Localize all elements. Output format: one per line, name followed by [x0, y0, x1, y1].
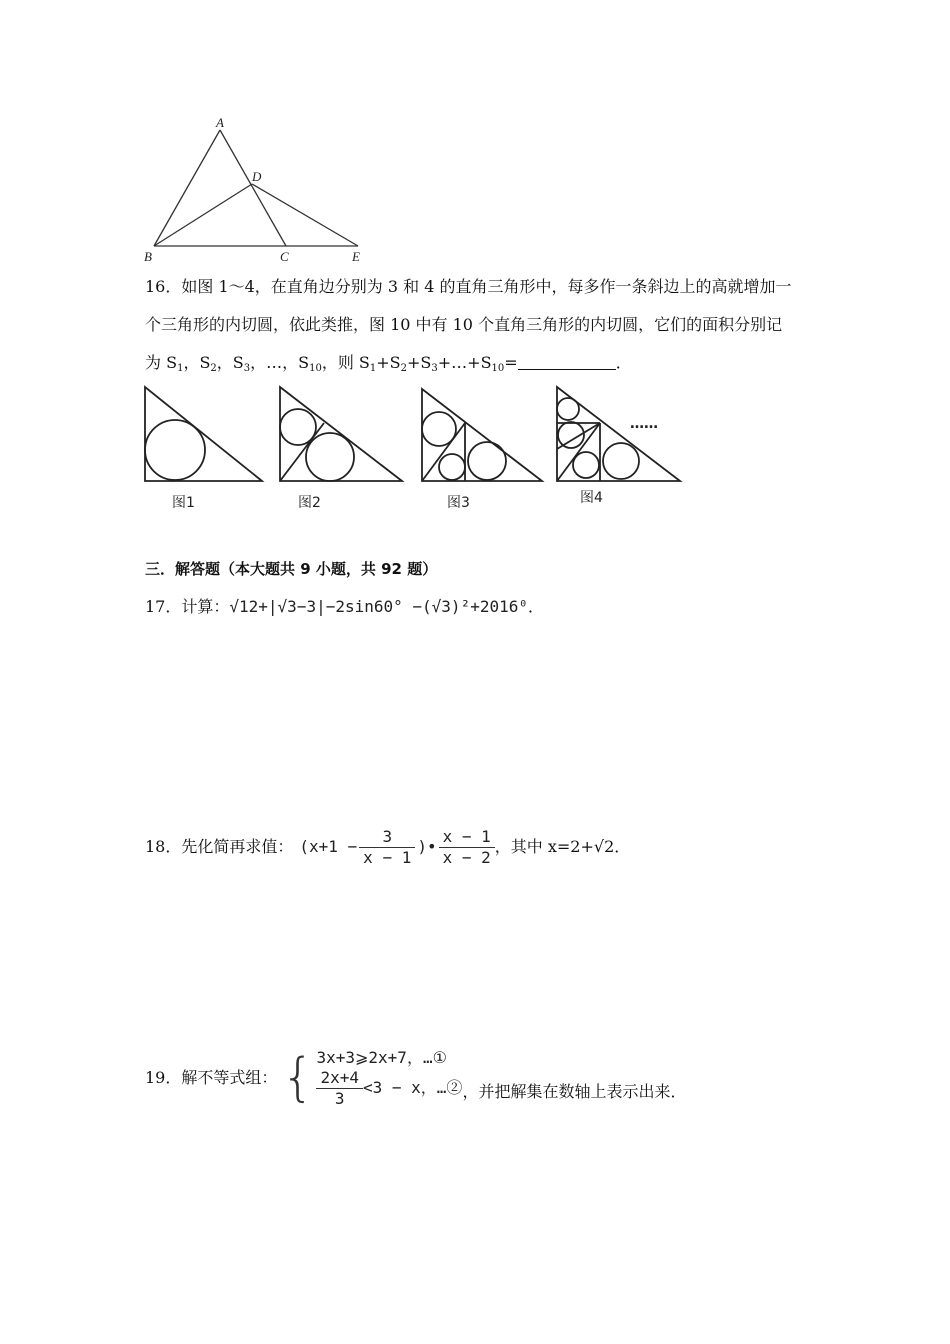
- q19-line: [145, 1040, 686, 1116]
- q19-frac-den: 3: [334, 1088, 345, 1108]
- segment-ac: [220, 130, 286, 246]
- q19-frac-num: 2x+4: [316, 1068, 363, 1089]
- q16-text: ，S: [183, 353, 211, 372]
- q19-inequalities: [316, 1048, 462, 1109]
- figure-1-label: 图1: [172, 495, 195, 511]
- segment-bd: [154, 184, 252, 246]
- section-heading: 三．解答题（本大题共 9 小题，共 92 题）: [145, 560, 438, 578]
- q16-text: ，…，S: [250, 353, 310, 372]
- q17-expression: √12+|√3−3|−2sin60° −(√3)²+2016⁰: [229, 597, 528, 616]
- q16-text: +…+S: [437, 353, 492, 372]
- q18-open: (x+1 −: [299, 837, 358, 856]
- q17-end: ．: [528, 597, 545, 616]
- brace-icon: {: [281, 1048, 315, 1108]
- q16-text: =: [504, 353, 518, 372]
- q16-text: ，则 S: [321, 353, 370, 372]
- label-a: A: [216, 115, 224, 130]
- sub-3: 3: [243, 363, 251, 374]
- q19-prefix: 19．解不等式组：: [145, 1068, 278, 1087]
- q19-system: [281, 1048, 462, 1109]
- sub-1: 1: [369, 363, 377, 374]
- q16-line-3: [145, 353, 632, 379]
- figure-2: [280, 387, 402, 481]
- q18-frac2-den: x − 2: [442, 847, 491, 867]
- incircle-figures: [140, 385, 690, 510]
- q18-fraction-2: [439, 827, 495, 868]
- answer-blank: [518, 355, 616, 370]
- q18-suffix: ，其中 x=2+√2．: [494, 837, 631, 856]
- sub-10: 10: [491, 363, 505, 374]
- q16-line-2: 个三角形的内切圆，依此类推，图 10 中有 10 个直角三角形的内切圆，它们的面积分别记: [145, 315, 783, 334]
- q18-line: [145, 822, 630, 872]
- sub-1: 1: [177, 363, 184, 374]
- sub-2: 2: [210, 363, 217, 374]
- q16-line-1: 16．如图 1～4，在直角边分别为 3 和 4 的直角三角形中，每多作一条斜边上的高就增加一: [145, 277, 792, 296]
- q16-text: +S: [407, 353, 432, 372]
- q16-text: ．: [615, 353, 632, 372]
- triangle-figure: [140, 112, 380, 267]
- q18-frac2-num: x − 1: [439, 827, 495, 848]
- q19-ineq-1: 3x+3⩾2x+7，…①: [316, 1047, 447, 1067]
- q17-prefix: 17．计算：: [145, 597, 230, 616]
- q18-expression: [299, 827, 494, 868]
- q17-line: [145, 597, 544, 617]
- q19-ineq-2: [316, 1068, 462, 1109]
- label-d: D: [252, 169, 262, 184]
- q16-text: +S: [376, 353, 401, 372]
- q19-suffix: ，并把解集在数轴上表示出来．: [462, 1082, 687, 1101]
- figure-3-label: 图3: [447, 495, 470, 511]
- q18-frac1-den: x − 1: [363, 847, 412, 867]
- figure-4: [557, 387, 680, 481]
- figure-4-label: 图4: [580, 490, 603, 506]
- q16-text: ，S: [216, 353, 244, 372]
- sub-3: 3: [431, 363, 438, 374]
- sub-2: 2: [400, 363, 408, 374]
- label-e: E: [352, 249, 360, 264]
- label-c: C: [280, 249, 289, 264]
- figure-2-label: 图2: [298, 495, 321, 511]
- q19-fraction: [316, 1068, 363, 1109]
- label-b: B: [144, 249, 152, 264]
- q16-text: 为 S: [145, 353, 178, 372]
- sub-10: 10: [309, 363, 322, 374]
- figure-3: [422, 389, 542, 481]
- figure-1: [145, 387, 262, 481]
- continuation-dots: ……: [630, 416, 658, 432]
- q19-ineq-2-rest: <3 − x，…②: [363, 1078, 463, 1097]
- q18-fraction-1: [359, 827, 415, 868]
- q18-frac1-num: 3: [359, 827, 415, 848]
- q18-prefix: 18．先化简再求值：: [145, 837, 294, 856]
- segment-ab: [154, 130, 220, 246]
- q18-close: )•: [417, 837, 437, 856]
